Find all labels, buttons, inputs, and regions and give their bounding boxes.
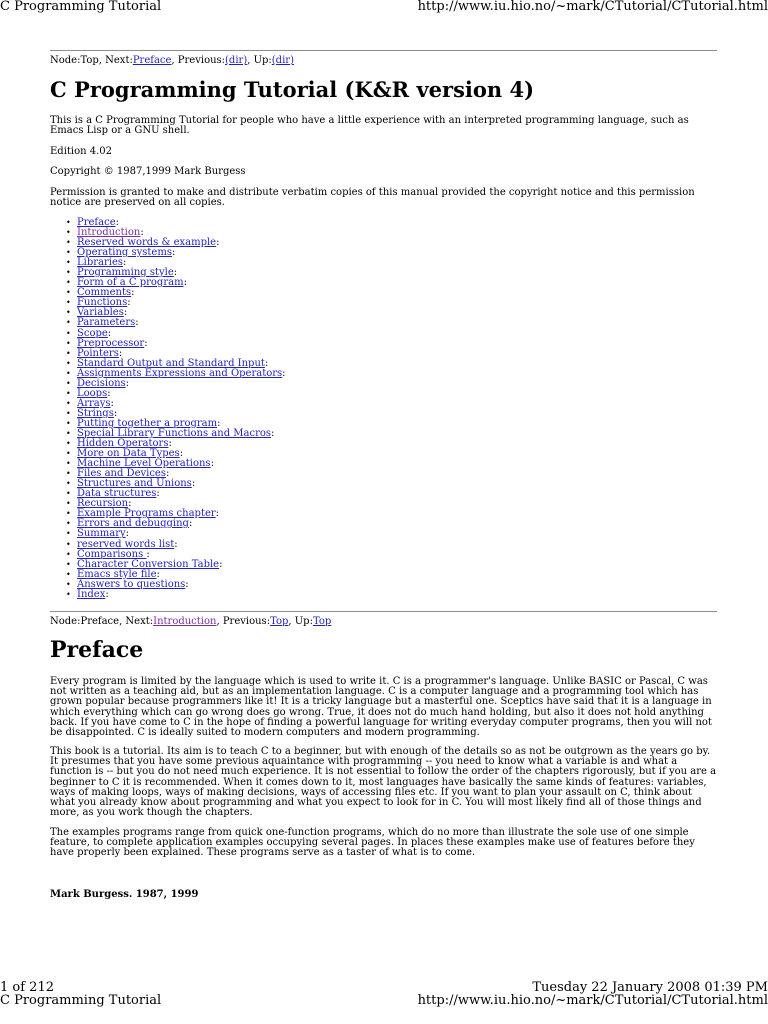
print-datetime: Tuesday 22 January 2008 01:39 PM <box>532 980 768 995</box>
toc-link[interactable]: Putting together a program <box>77 417 218 429</box>
toc-suffix: : <box>174 538 178 550</box>
node-nav-preface <box>50 616 331 628</box>
toc-link[interactable]: Emacs style file <box>77 568 157 580</box>
divider-preface <box>50 611 717 612</box>
toc-link[interactable]: Preprocessor <box>77 337 145 349</box>
print-header-url: http://www.iu.hio.no/~mark/CTutorial/CTutorial.html <box>417 0 768 14</box>
toc-suffix: : <box>131 287 135 299</box>
toc-suffix: : <box>140 227 144 239</box>
toc-link[interactable]: Answers to questions <box>77 578 186 590</box>
toc-link[interactable]: Loops <box>77 387 108 399</box>
previous-link[interactable]: Top <box>270 616 289 627</box>
table-of-contents <box>50 218 286 600</box>
toc-suffix: : <box>146 548 150 560</box>
toc-item <box>50 590 286 600</box>
toc-link[interactable]: Data structures <box>77 488 157 500</box>
toc-suffix: : <box>127 297 131 309</box>
toc-suffix: : <box>113 407 118 419</box>
toc-suffix: : <box>125 377 130 389</box>
toc-suffix: : <box>144 337 148 349</box>
toc-suffix: : <box>183 277 187 289</box>
preface-paragraph-3: The examples programs range from quick one-function programs, which do no more than illustrate the sole use of one simple feature, to complete application examples occupying several pages. In places these examples make use of features before they have properly been explained. These programs serve as a taster of what is to come. <box>50 827 695 859</box>
toc-suffix: : <box>215 508 220 520</box>
toc-link[interactable]: Strings <box>77 407 114 419</box>
toc-link[interactable]: Index <box>77 588 106 600</box>
print-header-title: C Programming Tutorial <box>0 0 162 14</box>
next-link[interactable]: Introduction <box>153 616 217 627</box>
toc-link[interactable]: Programming style <box>77 267 174 279</box>
node-nav-sep: , Previous: <box>171 55 226 66</box>
print-header <box>0 0 768 13</box>
preface-paragraph-2: This book is a tutorial. Its aim is to teach C to a beginner, but with enough of the details so as not be outgrown as the years go by. It presumes that you have some previous aquaintance with programming -- you need to know what a variable is and what a function is -- but you do not need much experience. It is not essential to follow the order of the chapters rigorously, but if you are a beginner to C it is recommended. When it comes down to it, most languages have basically the same kinds of features: variables, ways of making loops, ways of making decisions, ways of accessing files etc. If you want to plan your assault on C, think about what you already know about programming and what you expect to look for in C. You will most likely find all of those things and more, as you work though the chapters. <box>50 746 717 819</box>
toc-suffix: : <box>118 347 123 359</box>
toc-suffix: : <box>105 588 109 600</box>
divider-top <box>50 50 717 51</box>
toc-link[interactable]: Character Conversion Table <box>77 558 220 570</box>
node-nav-sep: , Previous: <box>216 616 271 627</box>
toc-suffix: : <box>110 397 114 409</box>
page-number: 1 of 212 <box>0 980 54 995</box>
preface-heading: Preface <box>50 637 144 663</box>
print-footer-title: C Programming Tutorial <box>0 993 162 1008</box>
toc-suffix: : <box>156 488 160 500</box>
toc-link[interactable]: Preface <box>77 217 116 228</box>
intro-paragraph: This is a C Programming Tutorial for people who have a little experience with an interpreted programming language, such as Emacs Lisp or a GNU shell. <box>50 115 689 137</box>
toc-link[interactable]: Reserved words & example <box>77 237 217 249</box>
toc-link[interactable]: Variables <box>77 307 124 319</box>
toc-link[interactable]: Hidden Operators <box>77 438 169 450</box>
toc-link[interactable]: Libraries <box>77 257 124 269</box>
toc-suffix: : <box>125 528 130 540</box>
edition-text: Edition 4.02 <box>50 146 113 157</box>
toc-link[interactable]: Arrays <box>77 397 111 409</box>
toc-suffix: : <box>264 357 269 369</box>
node-nav-sep: , Up: <box>247 55 272 66</box>
preface-paragraph-1: Every program is limited by the language which is used to write it. C is a programmer's language. Unlike BASIC or Pascal, C was not written as a teaching aid, but as an implementation language. C is a computer language and a programming tool which has grown popular because programmers like it! It is a tricky language but a masterful one. Sceptics have said that it is a language in which everything which can go wrong does go wrong. True, it does not do much hand holding, but also it does not hold anything back. If you have come to C in the hope of finding a powerful language for writing everyday computer programs, then you will not be disappointed. C is ideally suited to modern computers and modern programming. <box>50 676 712 739</box>
toc-link[interactable]: Assignments Expressions and Operators <box>77 367 283 379</box>
toc-link[interactable]: Errors and debugging <box>77 518 189 530</box>
toc-link[interactable]: Form of a C program <box>77 277 184 289</box>
node-nav-top <box>50 55 294 67</box>
toc-suffix: : <box>123 307 128 319</box>
toc-suffix: : <box>165 468 170 480</box>
toc-link[interactable]: Scope <box>77 327 108 339</box>
toc-link[interactable]: Parameters <box>77 317 136 329</box>
toc-link[interactable]: Functions <box>77 297 128 309</box>
toc-link[interactable]: Decisions <box>77 377 126 389</box>
toc-suffix: : <box>115 217 119 228</box>
toc-suffix: : <box>179 448 184 460</box>
toc-suffix: : <box>216 237 220 249</box>
toc-suffix: : <box>191 478 196 490</box>
toc-link[interactable]: Summary <box>77 528 126 540</box>
toc-link[interactable]: Example Programs chapter <box>77 508 216 520</box>
toc-link[interactable]: Operating systems <box>77 247 172 259</box>
next-link[interactable]: Preface <box>132 55 172 66</box>
toc-suffix: : <box>173 267 178 279</box>
toc-suffix: : <box>123 257 127 269</box>
toc-suffix: : <box>185 578 189 590</box>
author-signature: Mark Burgess. 1987, 1999 <box>50 889 199 900</box>
toc-link[interactable]: Comparisons <box>77 548 147 560</box>
node-nav-label: Node:Top, Next: <box>50 55 133 66</box>
toc-suffix: : <box>188 518 193 530</box>
previous-link[interactable]: (dir) <box>225 55 248 66</box>
node-nav-label: Node:Preface, Next: <box>50 616 154 627</box>
toc-link[interactable]: More on Data Types <box>77 448 180 460</box>
toc-suffix: : <box>128 498 132 510</box>
toc-link[interactable]: Standard Output and Standard Input <box>77 357 265 369</box>
toc-suffix: : <box>168 438 172 450</box>
permission-paragraph: Permission is granted to make and distribute verbatim copies of this manual provided the copyright notice and this permission notice are preserved on all copies. <box>50 187 695 209</box>
print-footer-2 <box>0 994 768 1007</box>
toc-link[interactable]: Machine Level Operations <box>77 458 211 470</box>
toc-link[interactable]: Introduction <box>77 227 141 239</box>
toc-link[interactable]: reserved words list <box>77 538 175 550</box>
toc-suffix: : <box>271 427 275 439</box>
toc-suffix: : <box>219 558 223 570</box>
toc-link[interactable]: Recursion <box>77 498 129 510</box>
copyright-text: Copyright © 1987,1999 Mark Burgess <box>50 166 246 177</box>
node-nav-sep: , Up: <box>288 616 313 627</box>
toc-suffix: : <box>107 387 111 399</box>
up-link[interactable]: Top <box>312 616 332 627</box>
up-link[interactable]: (dir) <box>271 55 294 66</box>
toc-link[interactable]: Structures and Unions <box>77 478 192 490</box>
toc-suffix: : <box>107 327 112 339</box>
print-footer-url: http://www.iu.hio.no/~mark/CTutorial/CTutorial.html <box>417 993 768 1008</box>
toc-link[interactable]: Files and Devices <box>77 468 166 480</box>
toc-suffix: : <box>210 458 214 470</box>
page-title: C Programming Tutorial (K&R version 4) <box>50 77 535 102</box>
toc-suffix: : <box>217 417 221 429</box>
toc-link[interactable]: Comments <box>77 287 132 299</box>
toc-link[interactable]: Special Library Functions and Macros <box>77 427 272 439</box>
toc-suffix: : <box>135 317 139 329</box>
toc-suffix: : <box>282 367 286 379</box>
toc-suffix: : <box>156 568 160 580</box>
toc-link[interactable]: Pointers <box>77 347 119 359</box>
toc-suffix: : <box>171 247 176 259</box>
